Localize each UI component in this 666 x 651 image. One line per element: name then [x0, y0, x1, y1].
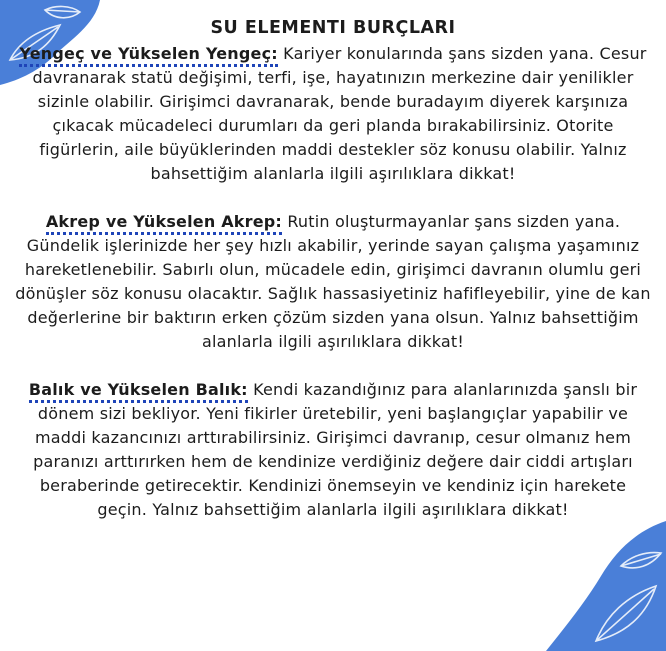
section-yengec: [13, 42, 653, 186]
section-text: Rutin oluşturmayanlar şans sizden yana. Gündelik işlerinizde her şey hızlı akabilir, yerinde sayan çalışma yaşamınız hareketlenebilir. Sabırlı olun, mücadele edin, girişimci davranın olumlu geri dönüşler söz konusu olacaktır. Sağlık hassasiyetiniz hafifleyebilir, yine de kan değerlerine bir baktırın erken çözüm sizden yana olsun. Yalnız bahsettiğim alanlarla ilgili aşırılıklara dikkat!: [15, 212, 651, 351]
section-heading: Akrep ve Yükselen Akrep:: [46, 212, 282, 235]
article: [0, 16, 666, 546]
section-text: Kendi kazandığınız para alanlarınızda şanslı bir dönem sizi bekliyor. Yeni fikirler üretebilir, yeni başlangıçlar yapabilir ve maddi kazancınızı arttırabilirsiniz. Girişimci davranıp, cesur olmanız hem paranızı arttırırken hem de kendinize verdiğiniz değere dair ciddi artışları beraberinde getirecektir. Kendinizi önemseyin ve kendiniz için harekete geçin. Yalnız bahsettiğim alanlarla ilgili aşırılıklara dikkat!: [33, 380, 638, 519]
section-heading: Yengeç ve Yükselen Yengeç:: [19, 44, 277, 67]
page-title: SU ELEMENTI BURÇLARI: [210, 18, 456, 38]
section-balik: [13, 378, 653, 522]
section-akrep: [13, 210, 653, 354]
section-text: Kariyer konularında şans sizden yana. Cesur davranarak statü değişimi, terfi, işe, hayatınızın merkezine dair yenilikler sizinle olabilir. Girişimci davranarak, bende buradayım diyerek karşınıza çıkacak mücadeleci durumları da geri planda bırakabilirsiniz. Otorite figürlerin, aile büyüklerinden maddi destekler söz konusu olabilir. Yalnız bahsettiğim alanlarla ilgili aşırılıklara dikkat!: [32, 44, 647, 183]
section-heading: Balık ve Yükselen Balık:: [29, 380, 248, 403]
